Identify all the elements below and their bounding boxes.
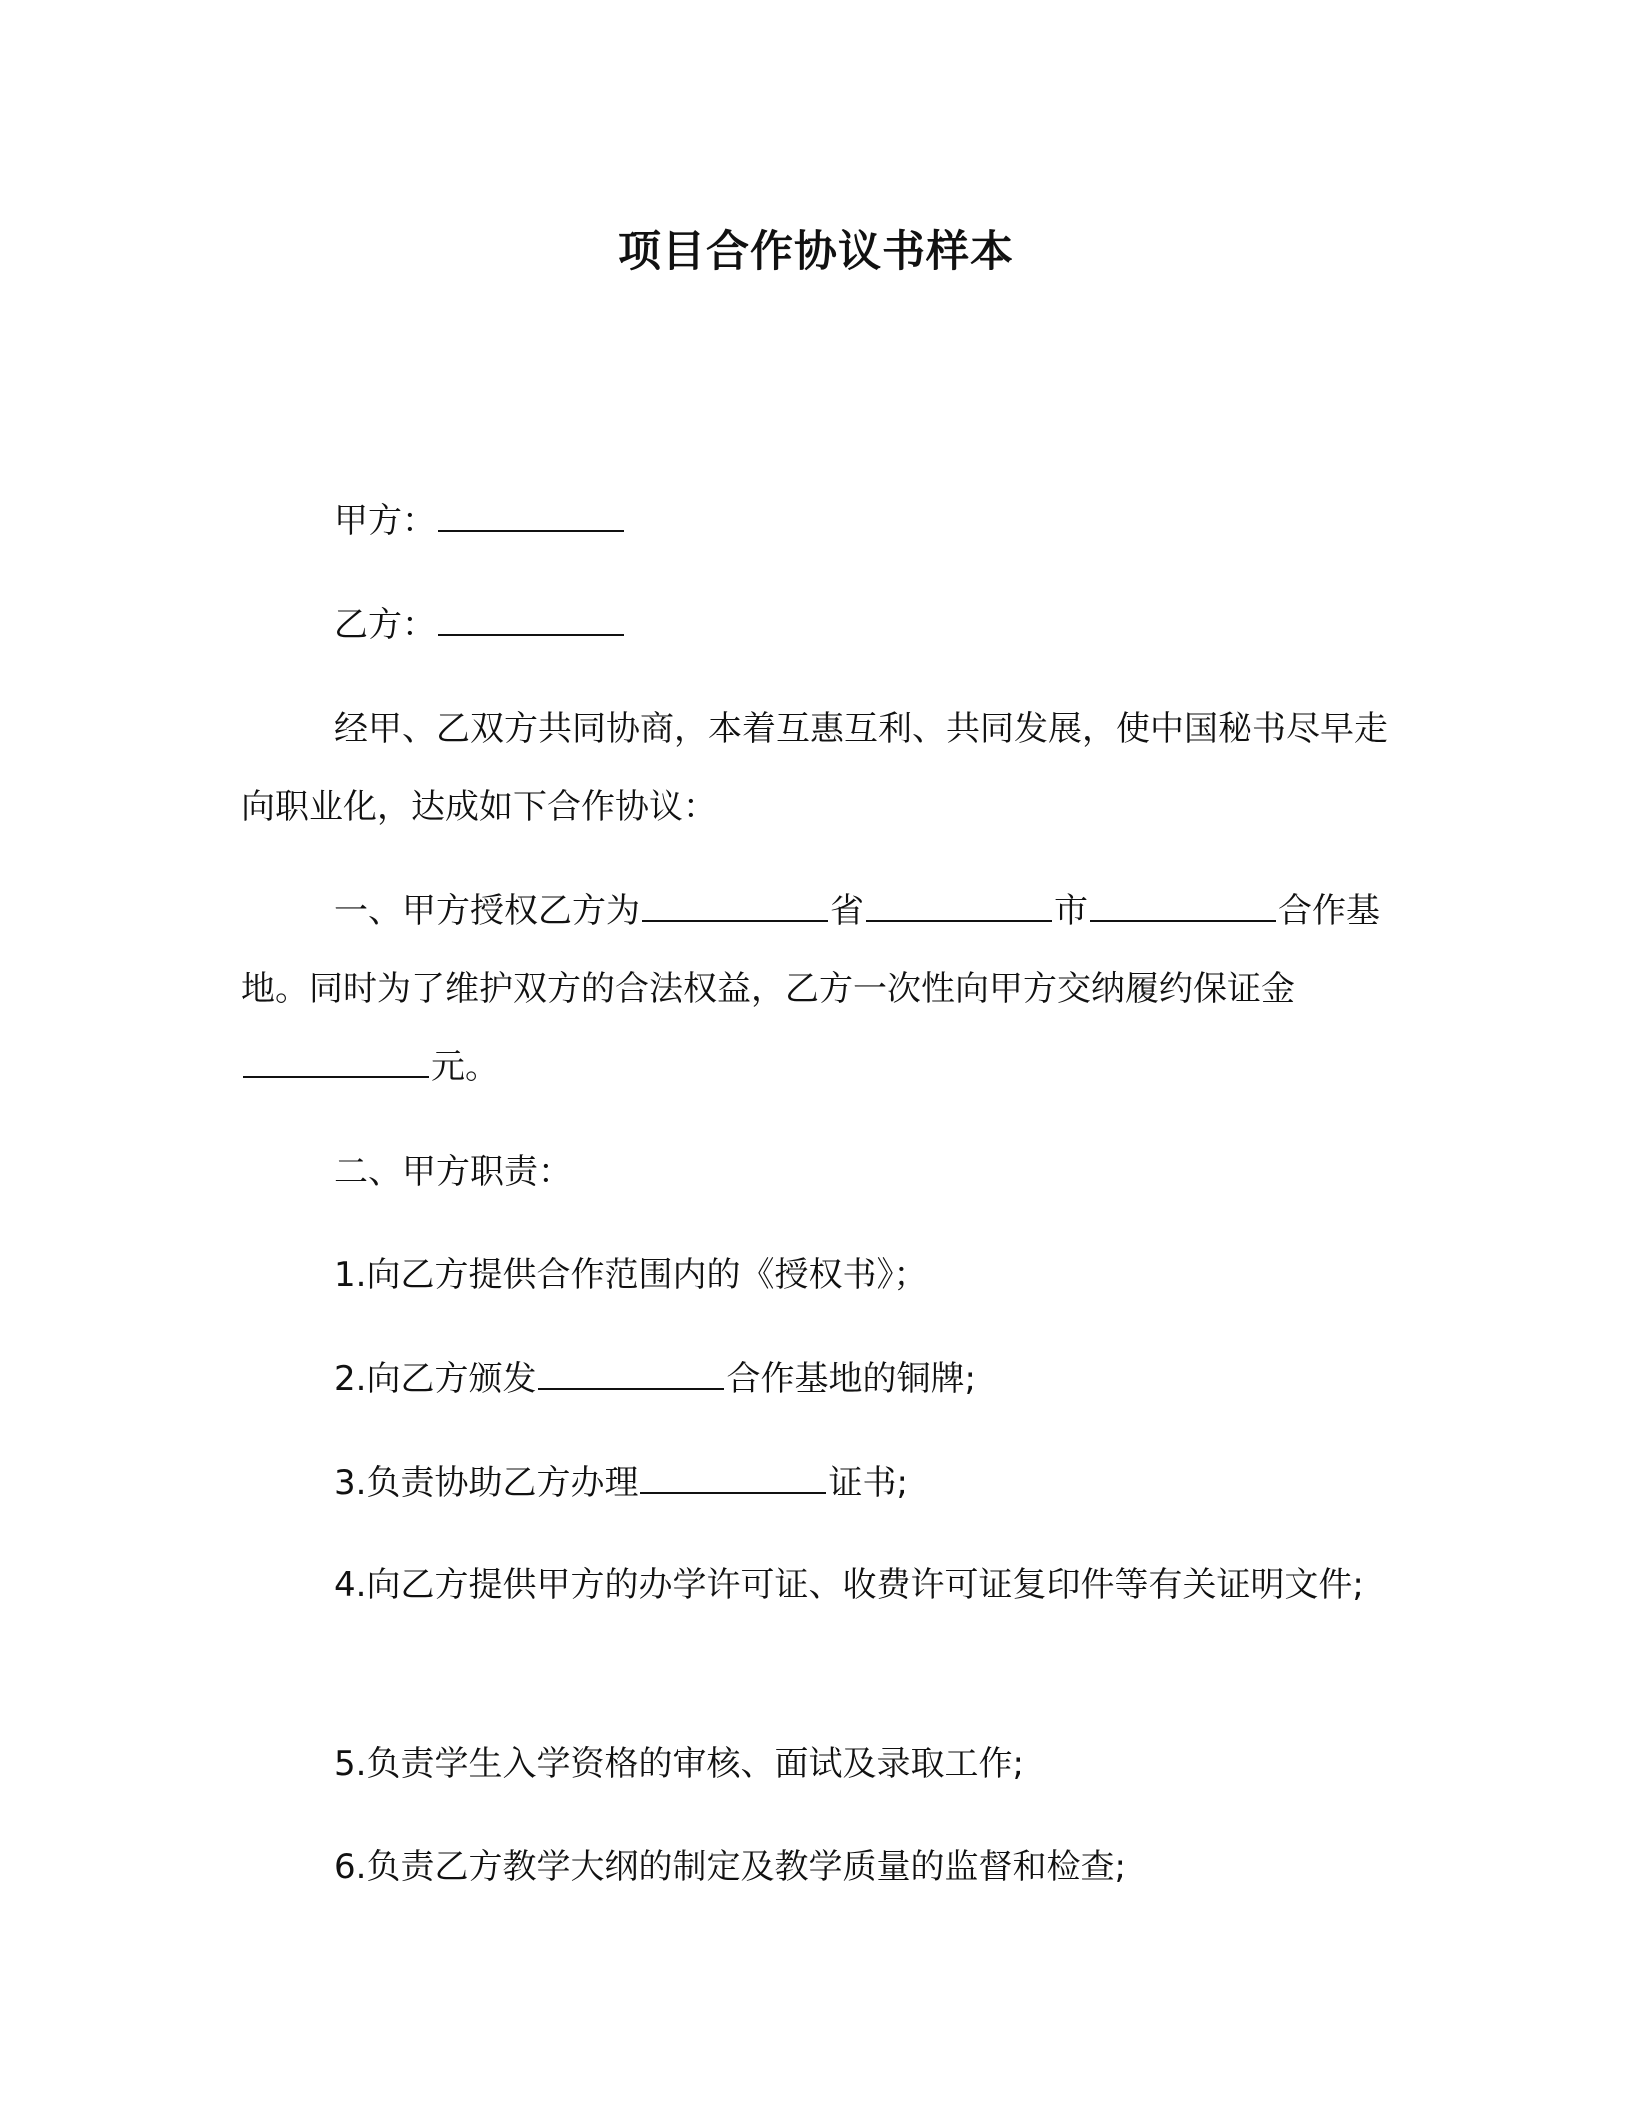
duty-item-6: 6.负责乙方教学大纲的制定及教学质量的监督和检查;	[334, 1847, 1126, 1887]
clause-1-paragraph	[241, 872, 1391, 1106]
duty-item-1: 1.向乙方提供合作范围内的《授权书》；	[334, 1255, 928, 1295]
duty-item-2	[241, 1340, 1391, 1418]
duty-item-2-blank	[538, 1358, 724, 1390]
city-blank	[866, 890, 1052, 922]
party-a-line	[241, 482, 1391, 560]
party-b-label: 乙方：	[334, 605, 436, 645]
intro-paragraph: 经甲、乙双方共同协商，本着互惠互利、共同发展，使中国秘书尽早走向职业化，达成如下合作协议：	[241, 709, 1388, 827]
section-2-heading: 二、甲方职责：	[334, 1152, 572, 1192]
party-b-blank	[438, 604, 624, 636]
duty-item-2-suffix: 合作基地的铜牌;	[726, 1359, 976, 1399]
party-a-blank	[438, 500, 624, 532]
clause-1-suffix: 元。	[431, 1047, 499, 1087]
province-label: 省	[830, 891, 864, 931]
city-label: 市	[1054, 891, 1088, 931]
duty-item-3	[241, 1444, 1391, 1522]
deposit-blank	[243, 1046, 429, 1078]
duty-item-5: 5.负责学生入学资格的审核、面试及录取工作;	[334, 1744, 1024, 1784]
document-title: 项目合作协议书样本	[618, 227, 1014, 277]
duty-item-4: 4.向乙方提供甲方的办学许可证、收费许可证复印件等有关证明文件;	[334, 1565, 1364, 1605]
duty-item-2-prefix: 2.向乙方颁发	[334, 1359, 537, 1399]
party-b-line	[241, 586, 1391, 664]
clause-1-prefix: 一、甲方授权乙方为	[334, 891, 640, 931]
base-blank	[1090, 890, 1276, 922]
province-blank	[642, 890, 828, 922]
duty-item-3-prefix: 3.负责协助乙方办理	[334, 1463, 639, 1503]
duty-item-3-suffix: 证书;	[828, 1463, 908, 1503]
clause-1-middle: 合作基地。同时为了维护双方的合法权益，乙方一次性向甲方交纳履约保证金	[241, 891, 1380, 1009]
duty-item-3-blank	[640, 1462, 826, 1494]
party-a-label: 甲方：	[334, 501, 436, 541]
